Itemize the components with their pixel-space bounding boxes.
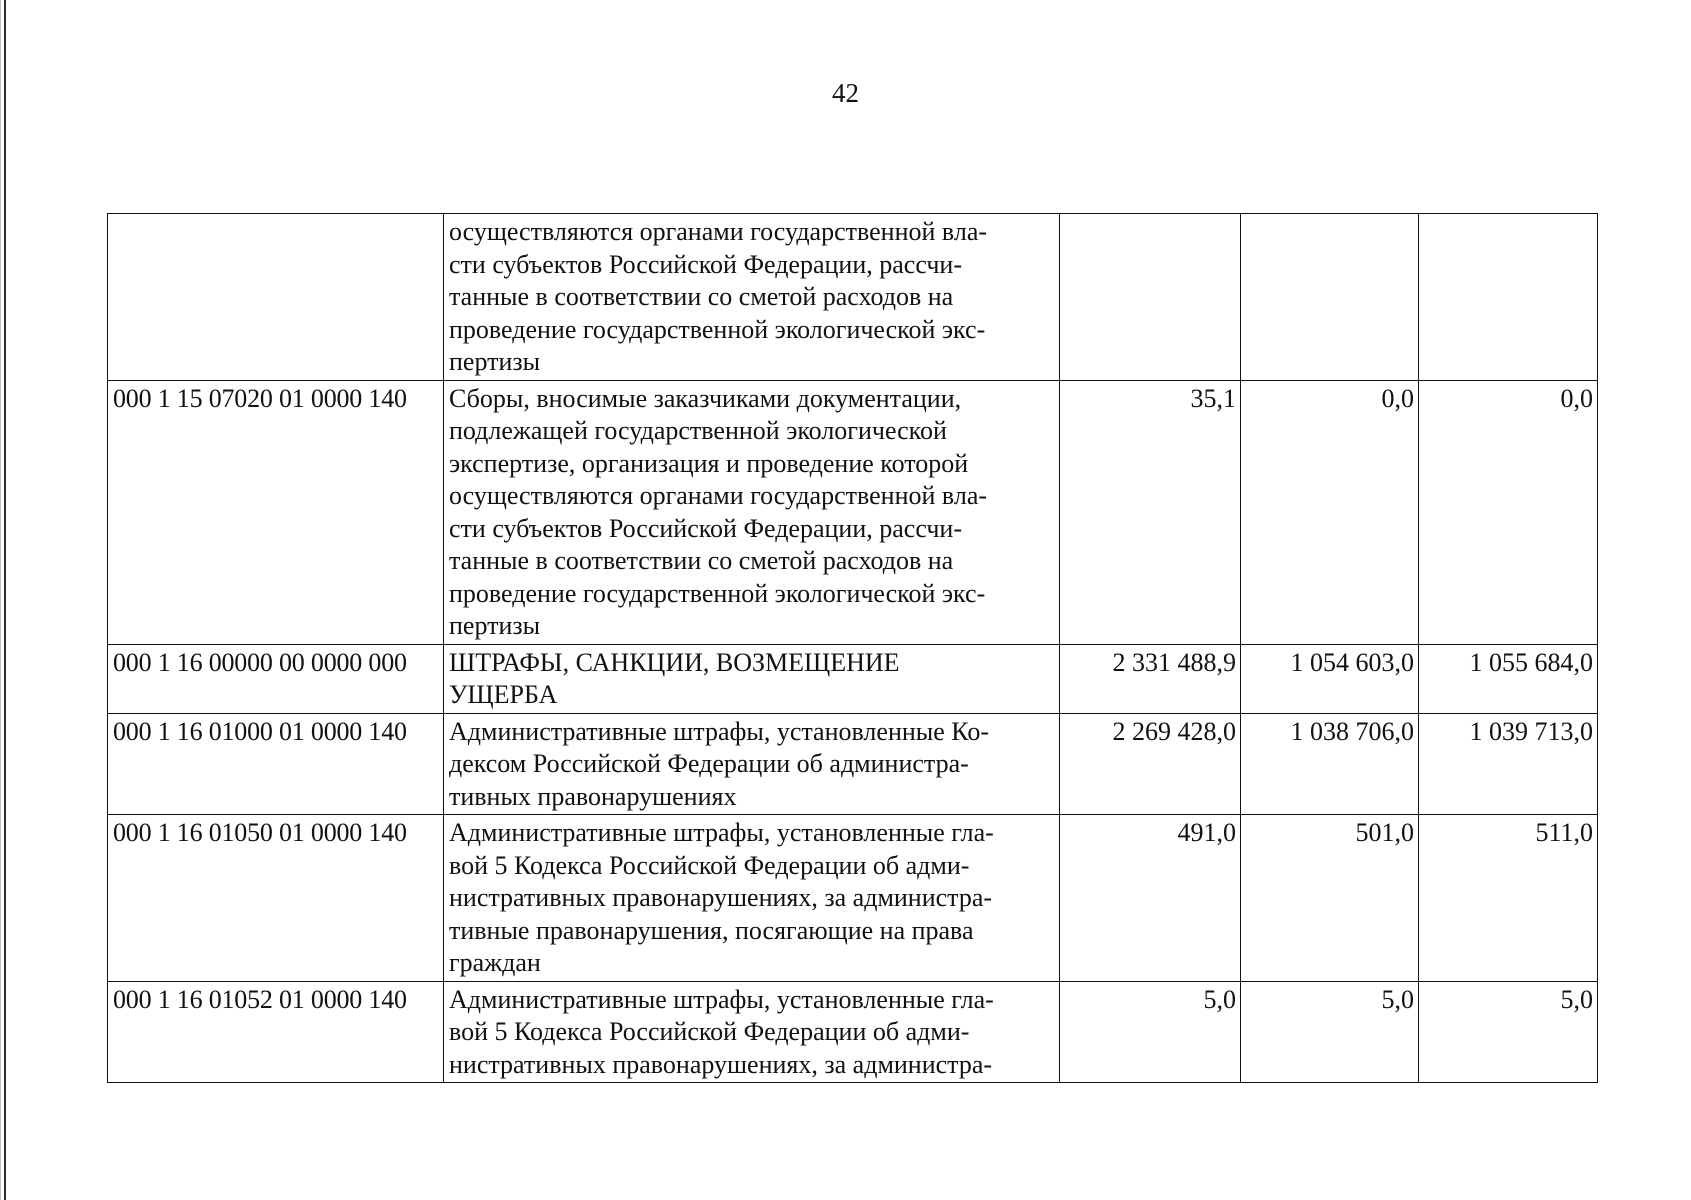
row-description <box>444 713 1060 815</box>
description-line: нистративных правонарушениях, за администра- <box>449 883 993 912</box>
row-description <box>444 644 1060 713</box>
value-col-1: 5,0 <box>1060 981 1241 1083</box>
table-row <box>108 815 1598 982</box>
description-line: сти субъектов Российской Федерации, рассчи- <box>449 513 962 543</box>
description-line: тивных правонарушениях <box>449 781 737 811</box>
scan-edge-faint <box>0 0 1 1200</box>
table-row <box>108 713 1598 815</box>
table-body <box>108 214 1598 1083</box>
description-line: пертизы <box>449 611 541 640</box>
value-col-2: 1 038 706,0 <box>1241 713 1419 815</box>
value-col-3: 1 039 713,0 <box>1419 713 1598 815</box>
row-code: 000 1 16 01000 01 0000 140 <box>108 713 444 815</box>
page-number: 42 <box>832 78 859 108</box>
description-line: пертизы <box>449 347 541 376</box>
value-col-2: 1 054 603,0 <box>1241 644 1419 713</box>
description-line: вой 5 Кодекса Российской Федерации об адми- <box>449 850 970 880</box>
description-line: дексом Российской Федерации об администра- <box>449 749 969 778</box>
description-line: сти субъектов Российской Федерации, рассчи- <box>449 249 962 279</box>
row-code <box>108 214 444 381</box>
row-description <box>444 214 1060 381</box>
row-description <box>444 815 1060 982</box>
description-line: проведение государственной экологической экс- <box>449 314 986 344</box>
description-line: осуществляются органами государственной вла- <box>449 481 988 510</box>
table-row <box>108 981 1598 1083</box>
value-col-1: 35,1 <box>1060 380 1241 644</box>
value-col-1: 2 331 488,9 <box>1060 644 1241 713</box>
value-col-3: 511,0 <box>1419 815 1598 982</box>
value-col-3: 5,0 <box>1419 981 1598 1083</box>
value-col-1 <box>1060 214 1241 381</box>
description-line: УЩЕРБА <box>449 680 558 709</box>
value-col-2: 0,0 <box>1241 380 1419 644</box>
description-line: Административные штрафы, установленные гла- <box>449 984 994 1014</box>
row-code: 000 1 16 01050 01 0000 140 <box>108 815 444 982</box>
description-line: вой 5 Кодекса Российской Федерации об адми- <box>449 1017 970 1046</box>
description-line: граждан <box>449 948 541 977</box>
row-code: 000 1 16 00000 00 0000 000 <box>108 644 444 713</box>
description-line: тивные правонарушения, посягающие на права <box>449 915 974 945</box>
row-description <box>444 380 1060 644</box>
table-row <box>108 214 1598 381</box>
description-line: танные в соответствии со сметой расходов на <box>449 282 954 311</box>
row-code: 000 1 16 01052 01 0000 140 <box>108 981 444 1083</box>
description-line: Сборы, вносимые заказчиками документации, <box>449 383 962 413</box>
value-col-3 <box>1419 214 1598 381</box>
description-line: подлежащей государственной экологической <box>449 416 947 445</box>
budget-table <box>107 213 1598 1083</box>
value-col-3: 0,0 <box>1419 380 1598 644</box>
value-col-2: 5,0 <box>1241 981 1419 1083</box>
row-code: 000 1 15 07020 01 0000 140 <box>108 380 444 644</box>
description-line: проведение государственной экологической экс- <box>449 578 986 608</box>
value-col-2 <box>1241 214 1419 381</box>
row-description <box>444 981 1060 1083</box>
scan-edge <box>4 0 6 1200</box>
description-line: танные в соответствии со сметой расходов на <box>449 546 954 575</box>
description-line: Административные штрафы, установленные гла- <box>449 818 994 847</box>
table-row <box>108 380 1598 644</box>
description-line: экспертизе, организация и проведение которой <box>449 448 969 478</box>
value-col-1: 491,0 <box>1060 815 1241 982</box>
description-line: Административные штрафы, установленные Ко- <box>449 716 989 746</box>
value-col-3: 1 055 684,0 <box>1419 644 1598 713</box>
value-col-1: 2 269 428,0 <box>1060 713 1241 815</box>
description-line: осуществляются органами государственной вла- <box>449 217 988 246</box>
value-col-2: 501,0 <box>1241 815 1419 982</box>
description-line: ШТРАФЫ, САНКЦИИ, ВОЗМЕЩЕНИЕ <box>449 647 900 677</box>
table-row <box>108 644 1598 713</box>
description-line: нистративных правонарушениях, за администра- <box>449 1049 993 1079</box>
